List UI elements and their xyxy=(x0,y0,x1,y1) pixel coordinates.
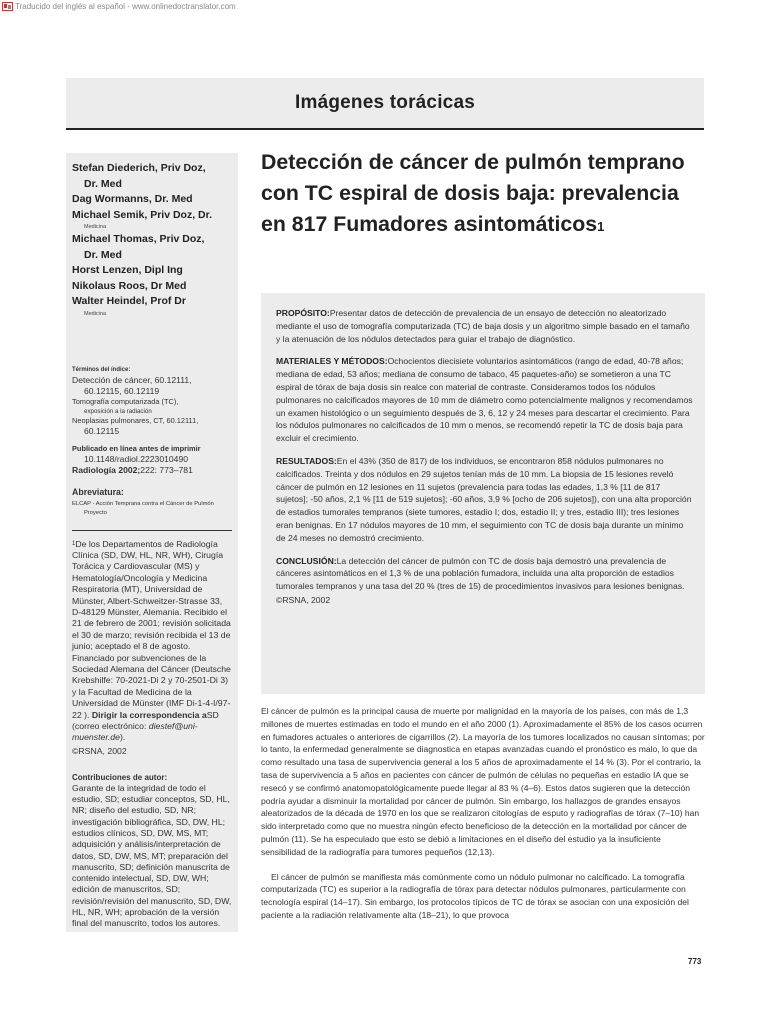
contributions-text: Garante de la integridad de todo el estudio, SD; estudiar conceptos, SD, HL, NR; diseño del estudio, SD, NR; investigación bibliográfica, SD, DW, HL; estudios clínicos, SD, DW, MS, MT; adquisición y análisis/interpretación de datos, SD, DW, MS, MT; preparación del manuscrito, SD; definición manuscrita de contenido intelectual, SD, DW, WH; edición de manuscritos, SD; revisión/revisión del manuscrito, SD, DW, HL, NR, WH; aprobación de la versión final del manuscrito, todos los autores. xyxy=(72,782,232,929)
abstract-copyright: ©RSNA, 2002 xyxy=(276,594,331,605)
abstract xyxy=(261,293,705,694)
affiliation-sup: 1 xyxy=(72,540,76,547)
abstract-section xyxy=(276,455,693,545)
abbreviation-heading: Abreviatura: xyxy=(72,486,124,497)
body-paragraph: El cáncer de pulmón es la principal causa de muerte por malignidad en la mayoría de los países, con más de 1,3 millones de muertes estimadas en todo el mundo en el año 2000 (1). Aproximadamente el 85% de los casos ocurren en fumadores actuales o anteriores de cigarrillos (2). La mayoría de los tumores localizados no causan síntomas; por lo tanto, la enfermedad generalmente se diagnostica en etapas avanzadas cuando el pronóstico es malo, lo que da como resultado una tasa de supervivencia general a los 5 años de aproximadamente el 14 % (3). Por el contrario, la tasa de supervivencia a 5 años en pacientes con cáncer de pulmón de células no pequeñas en estadio IA que se resecó y se confirmó anatomopatológicamente puede llegar al 83 % (4–6). Estos datos sugieren que la detección podría ayudar a disminuir la mortalidad por cáncer de pulmón. Sin embargo, los hallazgos de grandes ensayos aleatorizados de la década de 1970 en los que se realizaron citologías de esputo y radiografías de tórax (7–10) han sido interpretado como que no muestra ningún efecto beneficioso de la detección en la mortalidad por cáncer de pulmón (11). Se ha especulado que esto se debió a limitaciones en el diseño del estudio ya la insuficiente sensibilidad de la radiografía para tumores pequeños (12,13). xyxy=(261,706,705,857)
author-name: Dr. Med xyxy=(84,177,122,190)
abstract-section xyxy=(276,307,693,345)
index-term: 60.12115, 60.12119 xyxy=(84,385,160,396)
affiliation-body: De los Departamentos de Radiología Clínica (SD, DW, HL, NR, WH), Cirugía Torácica y Cardiovascular (MS) y Hematología/Oncología y Medicina Respiratoria (MT), Universidad de Münster, Albert-Schweitzer-Strasse 33, D-48129 Münster, Alemania. Recibido el 21 de febrero de 2001; revisión solicitada el 30 de marzo; revisión recibida el 13 de junio; aceptado el 8 de agosto. Financiado por subvenciones de la Sociedad Alemana del Cáncer (Deutsche Krebshilfe: 70-2021-Di 2 y 70-2501-Di 3) y la Facultad de Medicina de la Universidad de Münster (IMF Di-1-4-I/97-22 ). xyxy=(72,538,231,720)
sidebar-column xyxy=(66,153,238,932)
correspondence-text: SD (correo electrónico: xyxy=(72,709,219,731)
copyright: ©RSNA, 2002 xyxy=(72,745,127,756)
section-header xyxy=(66,78,704,130)
article-body xyxy=(261,705,707,934)
degree-tag: Medicina xyxy=(84,224,107,230)
index-term: Detección de cáncer, 60.12111, xyxy=(72,374,192,385)
publication-heading: Publicado en línea antes de imprimir xyxy=(72,443,201,453)
article-title-text: Detección de cáncer de pulmón temprano con TC espiral de dosis baja: prevalencia en 817 Fumadores asintomáticos xyxy=(261,150,685,236)
abbreviation-text: ELCAP - Acción Temprana contra el Cáncer de Pulmón xyxy=(72,500,214,507)
author-name: Michael Thomas, Priv Doz, xyxy=(72,233,205,245)
index-terms-list xyxy=(72,375,232,437)
abbreviation-text-cont: Proyecto xyxy=(84,509,107,516)
translator-link[interactable]: Traducido del inglés al español - www.onlinedoctranslator.com xyxy=(15,1,236,11)
body-paragraph: El cáncer de pulmón se manifiesta más comúnmente como un nódulo pulmonar no calcificado. La tomografía computarizada (TC) es superior a la radiografía de tórax para detectar nódulos pulmonares, particularmente con tecnología espiral (14–17). Sin embargo, los protocolos típicos de TC de tórax se asocian con una exposición del paciente a la radiación relativamente alta (18–21), lo que provoca xyxy=(261,871,689,920)
abstract-section-label: MATERIALES Y MÉTODOS: xyxy=(276,356,388,367)
doi[interactable]: 10.1148/radiol.2223010490 xyxy=(84,453,189,464)
journal-volume: 222: 773–781 xyxy=(140,464,193,475)
author-list xyxy=(72,161,232,223)
journal-citation xyxy=(72,465,232,476)
abstract-section-label: RESULTADOS: xyxy=(276,455,337,466)
abstract-sections xyxy=(276,307,693,593)
index-terms-heading: Términos del índice: xyxy=(72,366,131,373)
author-name: Michael Semik, Priv Doz, Dr. xyxy=(72,208,213,221)
correspondence-end: ). xyxy=(119,732,126,743)
translator-banner[interactable] xyxy=(2,0,236,12)
divider xyxy=(72,530,232,531)
abstract-section-label: CONCLUSIÓN: xyxy=(276,555,337,566)
abstract-section xyxy=(276,355,693,445)
section-title: Imágenes torácicas xyxy=(295,92,475,113)
author-name: Dr. Med xyxy=(84,248,122,261)
abstract-section xyxy=(276,555,693,593)
contributions-heading: Contribuciones de autor: xyxy=(72,772,168,782)
index-term: Neoplasias pulmonares, CT, 60.12111, xyxy=(72,415,199,425)
degree-tag: Medicina xyxy=(84,310,107,317)
abstract-section-text: Presentar datos de detección de prevalencia de un ensayo de detección no aleatorizado mediante el uso de tomografía computarizada (TC) de baja dosis y un algoritmo simple basado en el tamaño y la atenuación de los nódulos detectados para guiar el trabajo de diagnóstico. xyxy=(276,308,690,344)
abstract-section-text: En el 43% (350 de 817) de los individuos, se encontraron 858 nódulos pulmonares no calcificados. Treinta y dos nódulos en 29 sujetos tenían más de 10 mm. La biopsia de 15 lesiones reveló cáncer de pulmón en 12 lesiones en 11 sujetos (prevalencia para todas las edades, 1,3 % [11 de 817 sujetos]; -50 años, 2,1 % [11 de 519 sujetos]; -60 años, 3,9 % [ocho de 206 sujetos]), con una alta proporción de estadios tumorales tempranos (siete tumores, estadio I; dos, estadio II; y tres, estadio III); tres lesiones eran benignas. En 17 nódulos mayores de 10 mm, el seguimiento con TC de dosis baja durante un mínimo de 24 meses no demostró crecimiento. xyxy=(276,455,692,543)
abstract-section-text: La detección del cáncer de pulmón con TC de dosis baja demostró una prevalencia de cánceres asintomáticos en el 1,3 % de una población fumadora, incluida una alta proporción de estadios tumorales tempranos y una tasa del 20 % (tres de 15) de procedimientos invasivos para lesiones benignas. xyxy=(276,555,685,592)
index-term: exposición a la radiación xyxy=(84,407,152,415)
affiliation-text xyxy=(72,539,232,744)
correspondence-label: Dirigir la correspondencia a xyxy=(91,709,207,720)
author-list-continued xyxy=(72,232,232,310)
article-title xyxy=(261,147,701,242)
abstract-section-text: Ochocientos diecisiete voluntarios asintomáticos (rango de edad, 40-78 años; mediana de edad, 53 años; mediana de consumo de tabaco, 45 paquetes-año) se sometieron a una TC espiral de tórax de baja dosis sin realce con material de contraste. Consideramos todos los nódulos pulmonares no calcificados mayores de 10 mm de diámetro como potencialmente malignos y recomendamos un examen histológico o un seguimiento después de 3, 6, 12 y 24 meses para descartar el crecimiento. Para los nódulos pulmonares no calcificados de 10 mm o menos, se recomendó repetir la TC de dosis baja para excluir el crecimiento. xyxy=(276,356,693,444)
page-number: 773 xyxy=(688,957,702,966)
author-name: Walter Heindel, Prof Dr xyxy=(72,295,186,307)
title-footnote-marker: 1 xyxy=(597,219,605,234)
author-name: Nikolaus Roos, Dr Med xyxy=(72,279,187,292)
index-term: 60.12115 xyxy=(84,425,120,436)
index-term: Tomografía computarizada (TC), xyxy=(72,396,179,406)
translate-icon xyxy=(2,2,13,11)
journal-name: Radiología 2002; xyxy=(72,464,141,475)
author-name: Stefan Diederich, Priv Doz, xyxy=(72,162,206,174)
author-name: Dag Wormanns, Dr. Med xyxy=(72,193,193,205)
author-name: Horst Lenzen, Dipl Ing xyxy=(72,264,183,276)
correspondence-email[interactable]: diestef@uni-muenster.de xyxy=(72,721,198,743)
abstract-section-label: PROPÓSITO: xyxy=(276,308,330,318)
